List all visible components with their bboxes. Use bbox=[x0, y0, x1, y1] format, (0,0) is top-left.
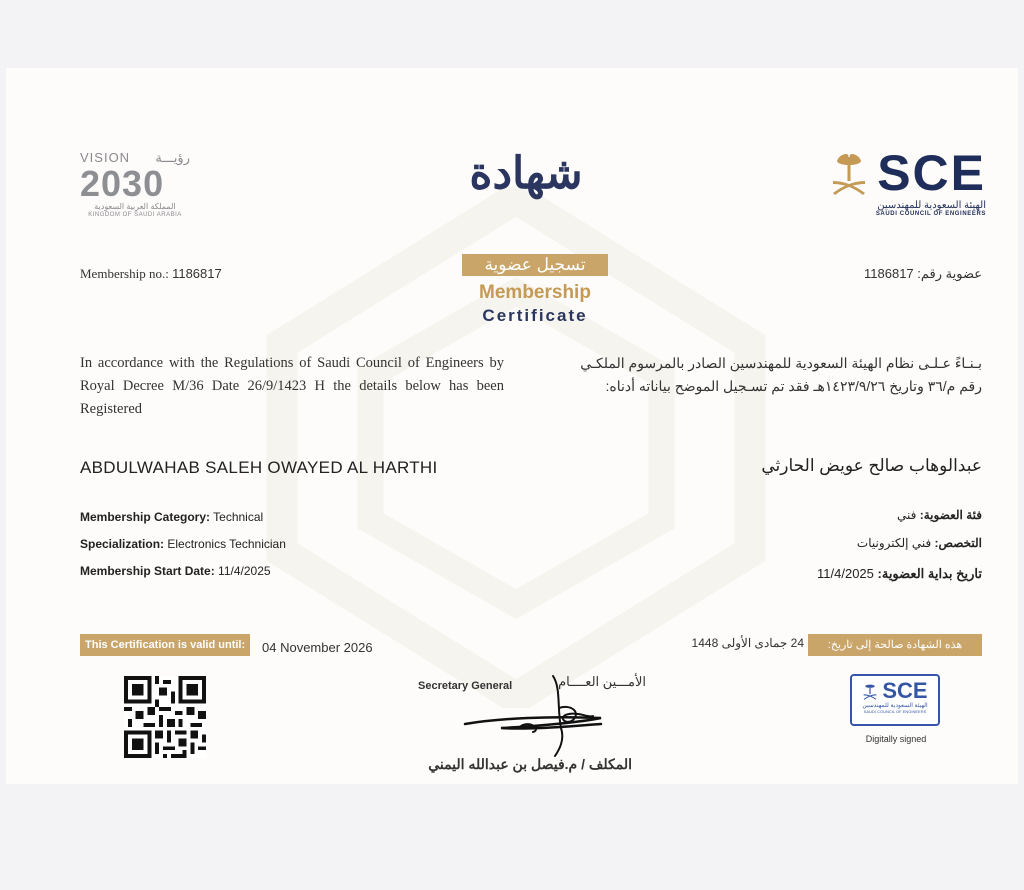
sce-logo-text: SCE bbox=[877, 145, 986, 201]
title-arabic-subtitle: تسجيل عضوية bbox=[462, 254, 608, 276]
vision-en-line: KINGDOM OF SAUDI ARABIA bbox=[88, 212, 182, 218]
title-certificate: Certificate bbox=[482, 306, 588, 325]
validity-label-ar: هذه الشهادة صالحة إلى تاريخ: bbox=[808, 634, 982, 656]
digitally-signed-caption: Digitally signed bbox=[865, 734, 927, 744]
membership-number-value-ar: 1186817 bbox=[864, 266, 914, 281]
specialization-label-ar: التخصص: bbox=[934, 536, 982, 550]
start-date-value-en: 11/4/2025 bbox=[218, 564, 271, 578]
sce-ar-line: الهيئة السعودية للمهندسين bbox=[877, 200, 986, 211]
start-date-label-ar: تاريخ بداية العضوية: bbox=[877, 566, 982, 581]
category-row-en bbox=[80, 510, 263, 524]
stamp-en-line: SAUDI COUNCIL OF ENGINEERS bbox=[863, 709, 927, 714]
intro-paragraph-en: In accordance with the Regulations of Saudi Council of Engineers by Royal Decree M/36 Date 26/9/1423 H the details below has been Registered bbox=[80, 355, 504, 417]
qr-code[interactable] bbox=[124, 676, 206, 758]
category-label-ar: فئة العضوية: bbox=[919, 508, 982, 522]
secretary-general-title-ar: الأمـــين العــــام bbox=[558, 674, 646, 689]
vision-2030-logo bbox=[80, 150, 190, 218]
specialization-row-ar bbox=[666, 536, 982, 550]
title-arabic-calligraphy: شهادة bbox=[469, 148, 583, 199]
category-value-en: Technical bbox=[213, 510, 264, 524]
member-name-en: ABDULWAHAB SALEH OWAYED AL HARTHI bbox=[80, 458, 438, 477]
vision-ar-label: رؤيـــة bbox=[155, 150, 190, 165]
stamp-ar-line: الهيئة السعودية للمهندسين bbox=[862, 703, 928, 709]
vision-en-label: VISION bbox=[80, 150, 131, 165]
signer-name-ar: المكلف / م.فيصل بن عبدالله اليمني bbox=[428, 756, 632, 772]
member-name-ar: عبدالوهاب صالح عويض الحارثي bbox=[761, 456, 982, 475]
vision-year: 2030 bbox=[80, 163, 165, 204]
sce-digital-stamp bbox=[850, 674, 940, 726]
category-value-ar: فني bbox=[897, 508, 917, 522]
membership-number-en bbox=[80, 266, 222, 282]
title-membership: Membership bbox=[479, 282, 591, 303]
secretary-general-title-en: Secretary General bbox=[418, 680, 513, 692]
sce-en-line: SAUDI COUNCIL OF ENGINEERS bbox=[875, 211, 986, 217]
start-date-row-en bbox=[80, 564, 271, 578]
start-date-label-en: Membership Start Date: bbox=[80, 564, 215, 578]
membership-number-label-en: Membership no.: bbox=[80, 266, 169, 281]
membership-number-label-ar: عضوية رقم: bbox=[917, 266, 982, 281]
category-row-ar bbox=[666, 508, 982, 522]
validity-date-en: 04 November 2026 bbox=[262, 640, 373, 655]
category-label-en: Membership Category: bbox=[80, 510, 211, 524]
sce-logo bbox=[806, 145, 986, 217]
intro-paragraph-ar: بـنـاءً عـلـى نظام الهيئة السعودية للمهندسين الصادر بالمرسوم الملكـي رقم م/٣٦ وتاريخ ١٤٢٣/٩/٢٦هـ فقد تم تسـجيل الموضح بياناته أدناه: bbox=[580, 355, 982, 394]
start-date-row-ar bbox=[666, 566, 982, 582]
specialization-row-en bbox=[80, 537, 286, 551]
stamp-text: SCE bbox=[882, 678, 928, 703]
certificate bbox=[6, 68, 1018, 784]
palm-swords-icon bbox=[829, 151, 869, 195]
start-date-value-ar: 11/4/2025 bbox=[817, 566, 874, 581]
vision-ar-line: المملكة العربية السعودية bbox=[94, 202, 176, 211]
validity-date-ar: 24 جمادى الأولى 1448 bbox=[691, 636, 804, 650]
specialization-value-ar: فني إلكترونيات bbox=[856, 536, 932, 550]
membership-number-value-en: 1186817 bbox=[172, 266, 222, 281]
handwritten-signature bbox=[461, 668, 621, 758]
specialization-value-en: Electronics Technician bbox=[167, 537, 286, 551]
membership-number-ar bbox=[776, 266, 982, 282]
stamp-palm-icon bbox=[862, 682, 878, 700]
specialization-label-en: Specialization: bbox=[80, 537, 165, 551]
validity-label-en: This Certification is valid until: bbox=[80, 634, 250, 656]
